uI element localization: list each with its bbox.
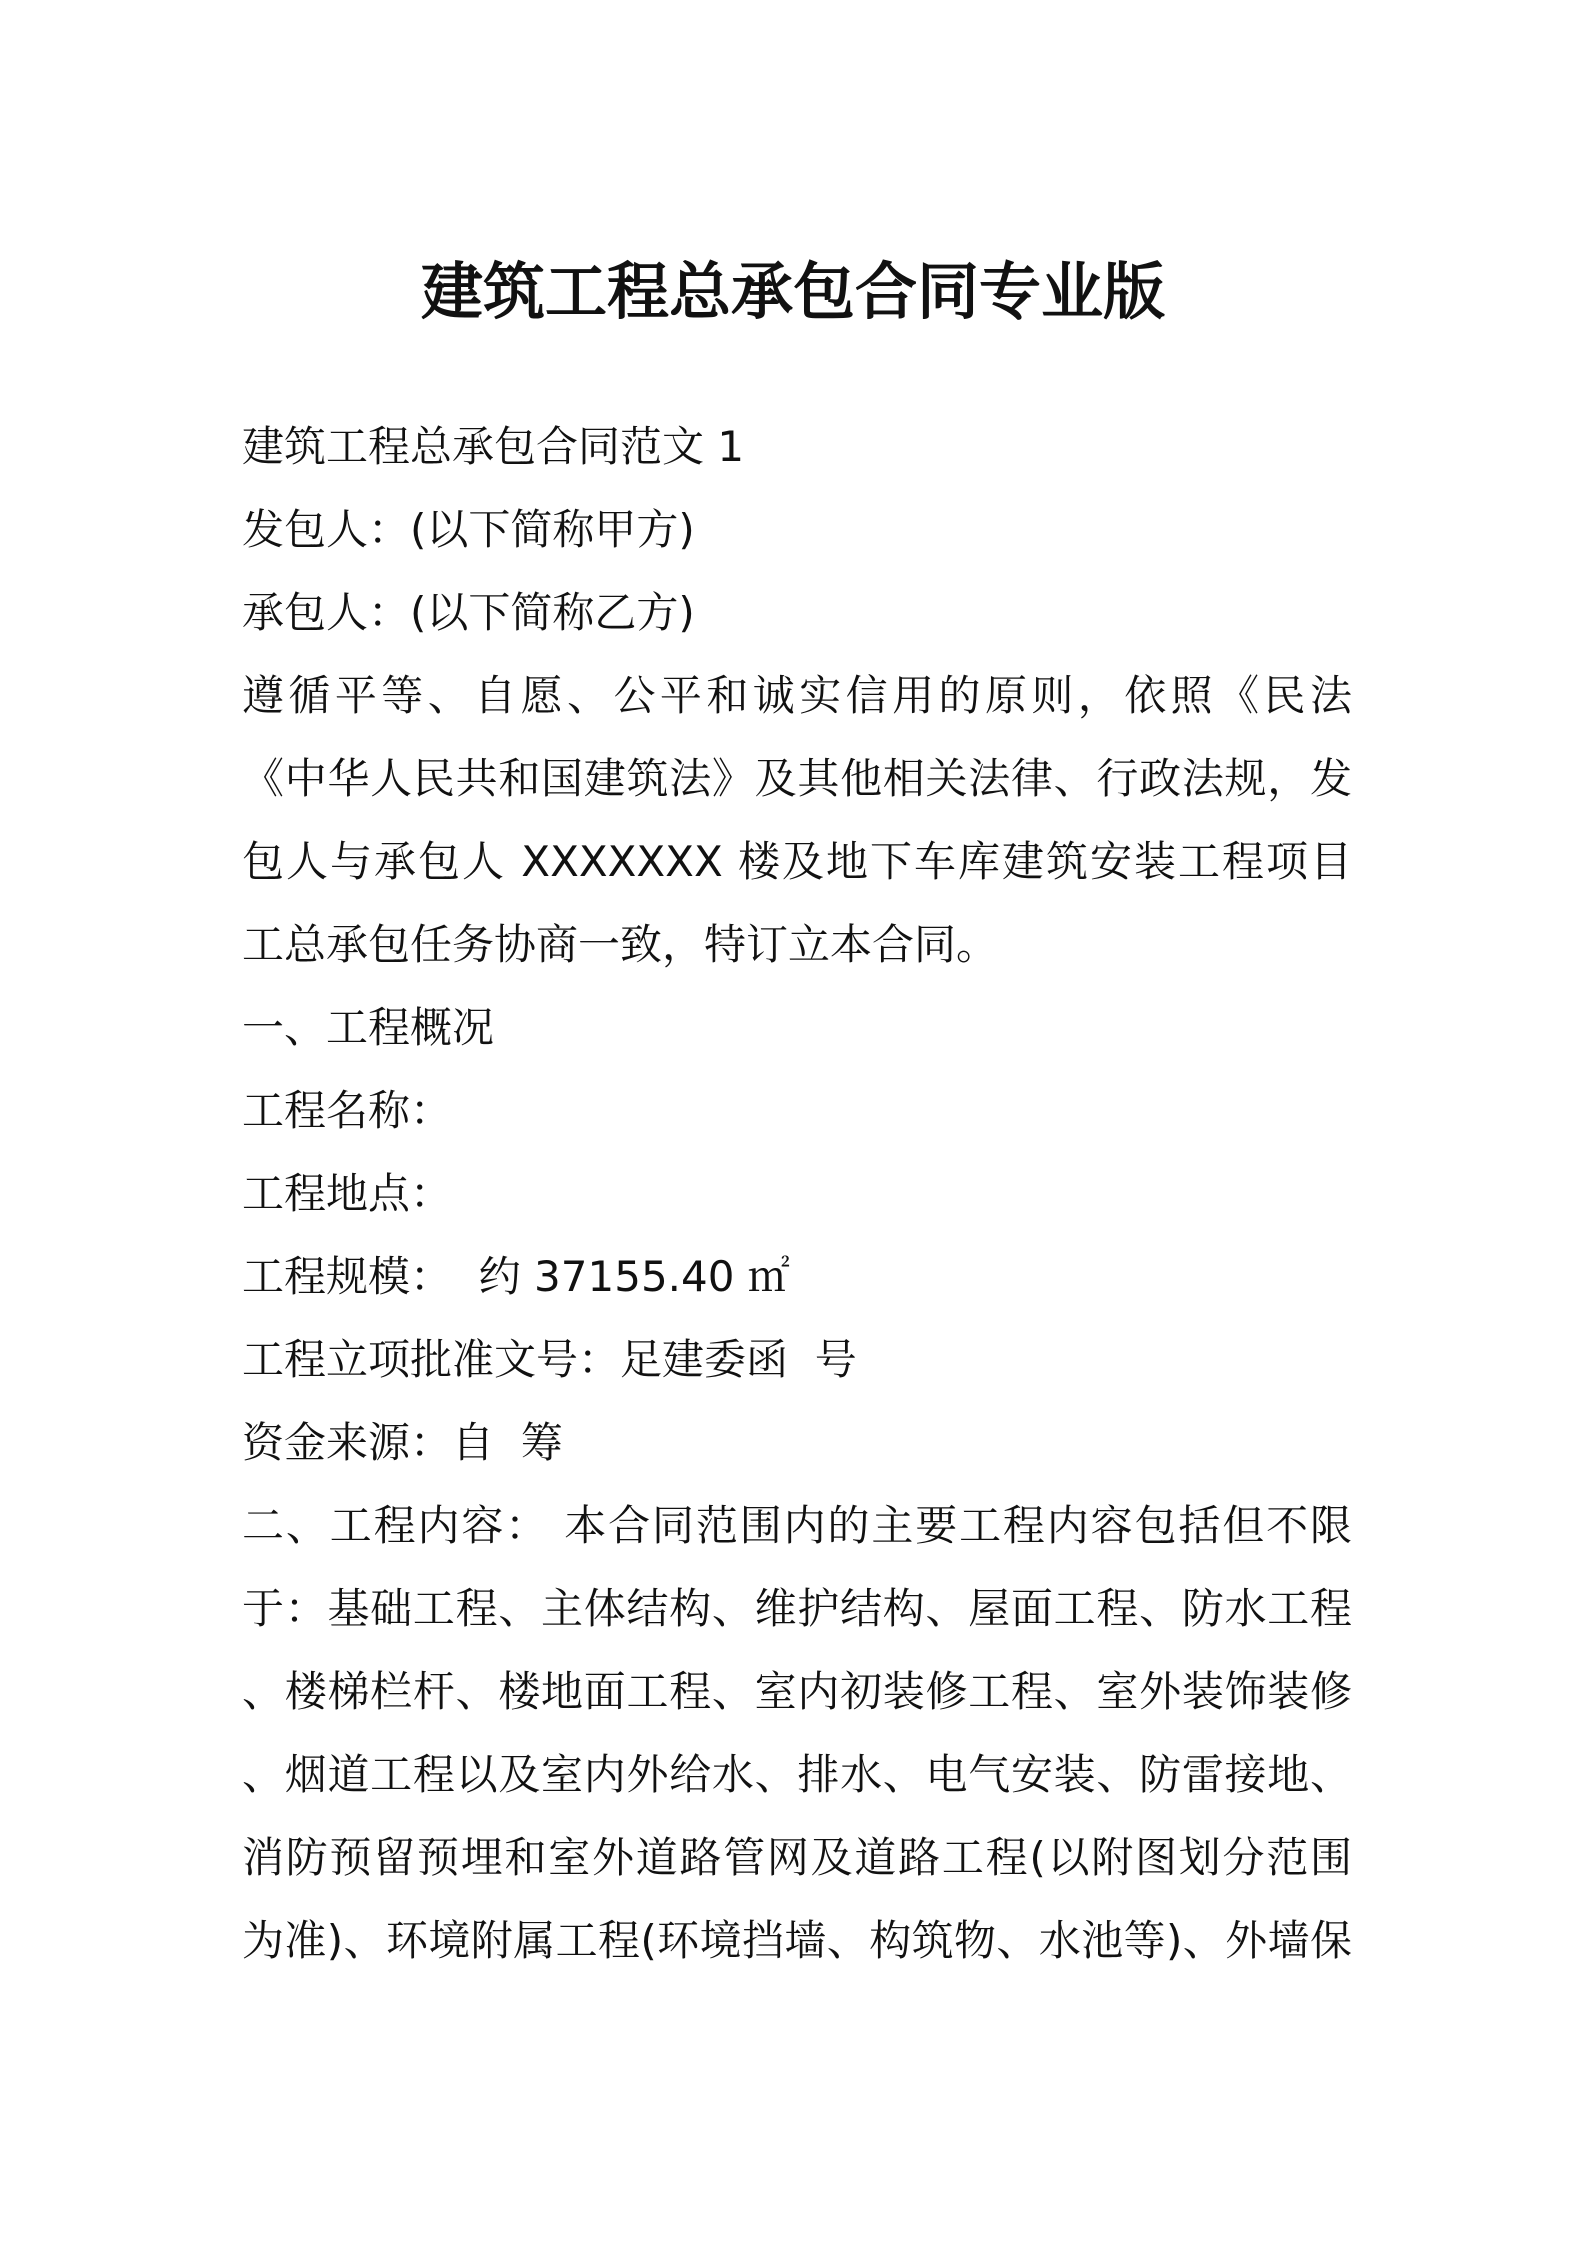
paragraph-line: 、烟道工程以及室内外给水、排水、电气安装、防雷接地、 (242, 1750, 1352, 1799)
paragraph-line: 消防预留预埋和室外道路管网及道路工程(以附图划分范围 (242, 1833, 1352, 1882)
paragraph-line: 为准)、环境附属工程(环境挡墙、构筑物、水池等)、外墙保 (242, 1916, 1352, 1965)
paragraph-line: 遵循平等、自愿、公平和诚实信用的原则，依照《民法 (242, 671, 1352, 720)
line-subtitle: 建筑工程总承包合同范文 1 (242, 422, 745, 471)
paragraph-line: 《中华人民共和国建筑法》及其他相关法律、行政法规，发 (242, 754, 1352, 803)
paragraph-line: 包人与承包人 XXXXXXX 楼及地下车库建筑安装工程项目 (242, 837, 1352, 886)
document-body (242, 405, 1352, 1982)
field-project-location: 工程地点： (242, 1169, 453, 1218)
field-approval-number: 工程立项批准文号：足建委函 号 (242, 1335, 857, 1384)
paragraph-line: 工总承包任务协商一致，特订立本合同。 (242, 920, 999, 969)
paragraph-line: 二、工程内容： 本合同范围内的主要工程内容包括但不限 (242, 1501, 1352, 1550)
line-contractor: 承包人：(以下简称乙方) (242, 588, 695, 637)
field-project-scale: 工程规模： 约 37155.40 ㎡ (242, 1252, 790, 1301)
document-title: 建筑工程总承包合同专业版 (420, 255, 1165, 328)
paragraph-line: 、楼梯栏杆、楼地面工程、室内初装修工程、室外装饰装修 (242, 1667, 1352, 1716)
paragraph-line: 于：基础工程、主体结构、维护结构、屋面工程、防水工程 (242, 1584, 1352, 1633)
field-project-name: 工程名称： (242, 1086, 453, 1135)
section-heading: 一、工程概况 (242, 1003, 495, 1052)
field-funding-source: 资金来源：自 筹 (242, 1418, 563, 1467)
line-employer: 发包人：(以下简称甲方) (242, 505, 695, 554)
